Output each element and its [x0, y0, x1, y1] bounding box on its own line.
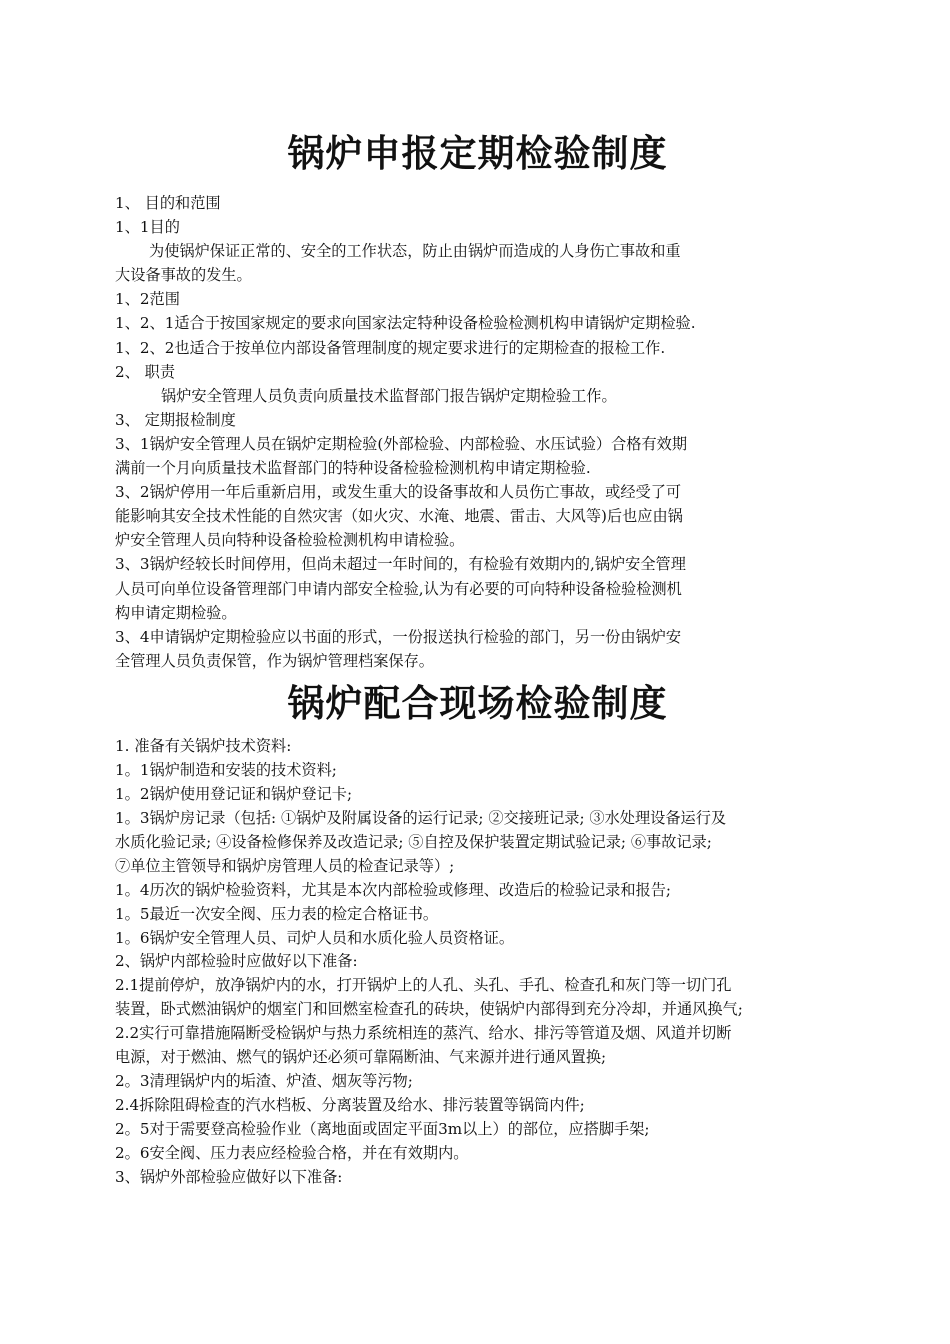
paragraph-line: 1。6锅炉安全管理人员、司炉人员和水质化验人员资格证。	[115, 928, 515, 947]
paragraph-line: 能影响其安全技术性能的自然灾害（如火灾、水淹、地震、雷击、大风等)后也应由锅	[115, 507, 683, 526]
paragraph-line: 1。5最近一次安全阀、压力表的检定合格证书。	[115, 904, 439, 923]
paragraph-line: 1。1锅炉制造和安装的技术资料;	[115, 760, 337, 779]
paragraph-line: 电源，对于燃油、燃气的锅炉还必须可靠隔断油、气来源并进行通风置换;	[115, 1048, 607, 1067]
paragraph-line: 3、3锅炉经较长时间停用，但尚未超过一年时间的，有检验有效期内的,锅炉安全管理	[115, 555, 686, 574]
paragraph-line: 1. 准备有关锅炉技术资料:	[115, 736, 292, 755]
section-2-body	[115, 735, 840, 1190]
section-1-title: 锅炉申报定期检验制度	[287, 131, 668, 175]
paragraph-line: 1。4历次的锅炉检验资料，尤其是本次内部检验或修理、改造后的检验记录和报告;	[115, 880, 672, 899]
section-1-body	[115, 191, 840, 673]
paragraph-line: ⑦单位主管领导和锅炉房管理人员的检查记录等）;	[115, 856, 455, 875]
paragraph-line: 2.1提前停炉，放净锅炉内的水，打开锅炉上的人孔、头孔、手孔、检查孔和灰门等一切门孔	[115, 976, 732, 995]
paragraph-line: 2、锅炉内部检验时应做好以下准备:	[115, 952, 358, 971]
paragraph-line: 炉安全管理人员向特种设备检验检测机构申请检验。	[115, 531, 465, 550]
paragraph-line: 2。6安全阀、压力表应经检验合格，并在有效期内。	[115, 1144, 469, 1163]
paragraph-line: 锅炉安全管理人员负责向质量技术监督部门报告锅炉定期检验工作。	[161, 386, 617, 405]
paragraph-line: 2、 职责	[115, 362, 176, 381]
paragraph-line: 1。2锅炉使用登记证和锅炉登记卡;	[115, 784, 353, 803]
paragraph-line: 1、2、1适合于按国家规定的要求向国家法定特种设备检验检测机构申请锅炉定期检验.	[115, 314, 696, 333]
paragraph-line: 满前一个月向质量技术监督部门的特种设备检验检测机构申请定期检验.	[115, 459, 591, 478]
paragraph-line: 3、2锅炉停用一年后重新启用，或发生重大的设备事故和人员伤亡事故，或经受了可	[115, 483, 682, 502]
paragraph-line: 2。5对于需要登高检验作业（离地面或固定平面3m以上）的部位，应搭脚手架;	[115, 1120, 650, 1139]
paragraph-line: 装置，卧式燃油锅炉的烟室门和回燃室检查孔的砖块，使锅炉内部得到充分冷却，并通风换气;	[115, 1000, 743, 1019]
paragraph-line: 大设备事故的发生。	[115, 266, 252, 285]
section-2-title: 锅炉配合现场检验制度	[287, 680, 668, 725]
paragraph-line: 人员可向单位设备管理部门申请内部安全检验,认为有必要的可向特种设备检验检测机	[115, 579, 682, 598]
paragraph-line: 构申请定期检验。	[115, 603, 237, 622]
paragraph-line: 为使锅炉保证正常的、安全的工作状态，防止由锅炉而造成的人身伤亡事故和重	[149, 242, 681, 261]
paragraph-line: 3、锅炉外部检验应做好以下准备:	[115, 1168, 343, 1187]
document-body	[115, 120, 840, 1190]
paragraph-line: 水质化验记录; ④设备检修保养及改造记录; ⑤自控及保护装置定期试验记录; ⑥事故记录;	[115, 832, 712, 851]
paragraph-line: 1。3锅炉房记录（包括: ①锅炉及附属设备的运行记录; ②交接班记录; ③水处理设备运行及	[115, 808, 727, 827]
paragraph-line: 2.4拆除阻碍检查的汽水档板、分离装置及给水、排污装置等锅筒内件;	[115, 1096, 585, 1115]
paragraph-line: 1、 目的和范围	[115, 194, 221, 212]
paragraph-line: 3、1锅炉安全管理人员在锅炉定期检验(外部检验、内部检验、水压试验）合格有效期	[115, 434, 688, 453]
paragraph-line: 3、4申请锅炉定期检验应以书面的形式，一份报送执行检验的部门，另一份由锅炉安	[115, 627, 682, 646]
paragraph-line: 1、2范围	[115, 290, 180, 309]
paragraph-line: 2。3清理锅炉内的垢渣、炉渣、烟灰等污物;	[115, 1072, 413, 1091]
paragraph-line: 1、2、2也适合于按单位内部设备管理制度的规定要求进行的定期检查的报检工作.	[115, 338, 666, 357]
paragraph-line: 全管理人员负责保管，作为锅炉管理档案保存。	[115, 651, 434, 670]
paragraph-line: 3、 定期报检制度	[115, 410, 236, 429]
paragraph-line: 1、1目的	[115, 218, 180, 237]
paragraph-line: 2.2实行可靠措施隔断受检锅炉与热力系统相连的蒸汽、给水、排污等管道及烟、风道并切断	[115, 1024, 732, 1043]
